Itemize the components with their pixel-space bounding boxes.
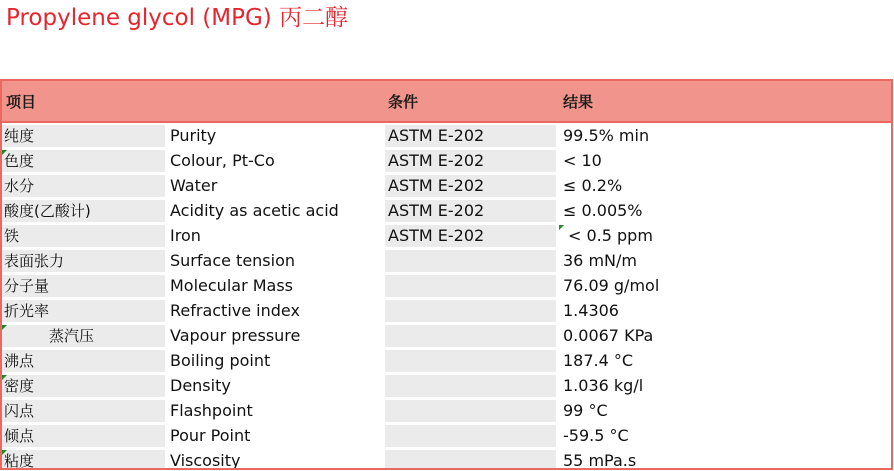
row-condition — [385, 400, 556, 422]
row-result — [559, 225, 889, 247]
row-cn-name: 纯度 — [2, 125, 165, 147]
row-result: ≤ 0.2% — [563, 176, 623, 195]
row-result: 1.4306 — [563, 301, 619, 320]
row-cn-text: 密度 — [4, 377, 35, 395]
row-condition — [385, 350, 556, 372]
table-row — [2, 124, 891, 149]
page-title: Propylene glycol (MPG) 丙二醇 — [6, 5, 349, 31]
comment-marker-icon — [2, 375, 7, 380]
table-row — [2, 324, 891, 349]
row-result: < 10 — [563, 151, 602, 170]
table-row — [2, 374, 891, 399]
row-cn-name: 沸点 — [2, 350, 165, 372]
row-en-name: Purity — [170, 126, 217, 145]
header-condition: 条件 — [388, 93, 419, 111]
header-result: 结果 — [563, 93, 594, 111]
table-body — [2, 124, 891, 470]
row-cn-name: 酸度(乙酸计) — [2, 200, 165, 222]
row-result: 99.5% min — [563, 126, 650, 145]
row-en-name: Iron — [170, 226, 201, 245]
row-condition — [385, 300, 556, 322]
table-row — [2, 349, 891, 374]
row-result: ≤ 0.005% — [563, 201, 643, 220]
comment-marker-icon — [2, 150, 7, 155]
comment-marker-icon — [559, 225, 564, 230]
row-cn-name: 闪点 — [2, 400, 165, 422]
row-cn-text: 蒸汽压 — [49, 327, 95, 345]
row-result: 99 °C — [563, 401, 608, 420]
table-row — [2, 299, 891, 324]
row-cn-name — [2, 450, 165, 470]
table-row — [2, 399, 891, 424]
row-condition — [385, 425, 556, 447]
row-result: 187.4 °C — [563, 351, 634, 370]
row-condition: ASTM E-202 — [385, 175, 556, 197]
row-result: 1.036 kg/l — [563, 376, 644, 395]
row-result: -59.5 °C — [563, 426, 629, 445]
table-row — [2, 424, 891, 449]
row-condition: ASTM E-202 — [385, 225, 556, 247]
row-result: 55 mPa.s — [563, 451, 637, 470]
row-result: 0.0067 KPa — [563, 326, 654, 345]
header-item: 项目 — [6, 93, 37, 111]
table-row — [2, 149, 891, 174]
row-en-name: Vapour pressure — [170, 326, 301, 345]
row-en-name: Refractive index — [170, 301, 300, 320]
comment-marker-icon — [2, 450, 7, 455]
row-en-name: Pour Point — [170, 426, 251, 445]
row-en-name: Density — [170, 376, 231, 395]
row-result-text: < 0.5 ppm — [568, 226, 653, 245]
row-condition: ASTM E-202 — [385, 150, 556, 172]
table-row — [2, 274, 891, 299]
row-result: 36 mN/m — [563, 251, 637, 270]
row-cn-name: 水分 — [2, 175, 165, 197]
row-condition: ASTM E-202 — [385, 125, 556, 147]
row-condition — [385, 275, 556, 297]
row-en-name: Viscosity — [170, 451, 241, 470]
row-cn-name: 折光率 — [2, 300, 165, 322]
row-cn-text: 粘度 — [4, 452, 35, 470]
row-en-name: Acidity as acetic acid — [170, 201, 339, 220]
row-condition — [385, 325, 556, 347]
row-cn-name — [2, 325, 165, 347]
table-row — [2, 224, 891, 249]
row-en-name: Molecular Mass — [170, 276, 294, 295]
row-cn-name: 分子量 — [2, 275, 165, 297]
row-cn-text: 色度 — [4, 152, 35, 170]
table-row — [2, 249, 891, 274]
row-cn-name — [2, 150, 165, 172]
row-cn-name: 倾点 — [2, 425, 165, 447]
row-en-name: Colour, Pt-Co — [170, 151, 275, 170]
spec-table — [0, 79, 893, 470]
table-header — [2, 81, 891, 123]
row-cn-name: 表面张力 — [2, 250, 165, 272]
comment-marker-icon — [2, 325, 7, 330]
table-row — [2, 199, 891, 224]
row-en-name: Flashpoint — [170, 401, 253, 420]
row-condition — [385, 375, 556, 397]
row-cn-name — [2, 375, 165, 397]
table-row — [2, 174, 891, 199]
row-condition — [385, 250, 556, 272]
row-condition — [385, 450, 556, 470]
row-condition: ASTM E-202 — [385, 200, 556, 222]
row-en-name: Boiling point — [170, 351, 271, 370]
row-en-name: Water — [170, 176, 218, 195]
row-cn-name: 铁 — [2, 225, 165, 247]
row-result: 76.09 g/mol — [563, 276, 660, 295]
row-en-name: Surface tension — [170, 251, 296, 270]
table-row — [2, 449, 891, 470]
